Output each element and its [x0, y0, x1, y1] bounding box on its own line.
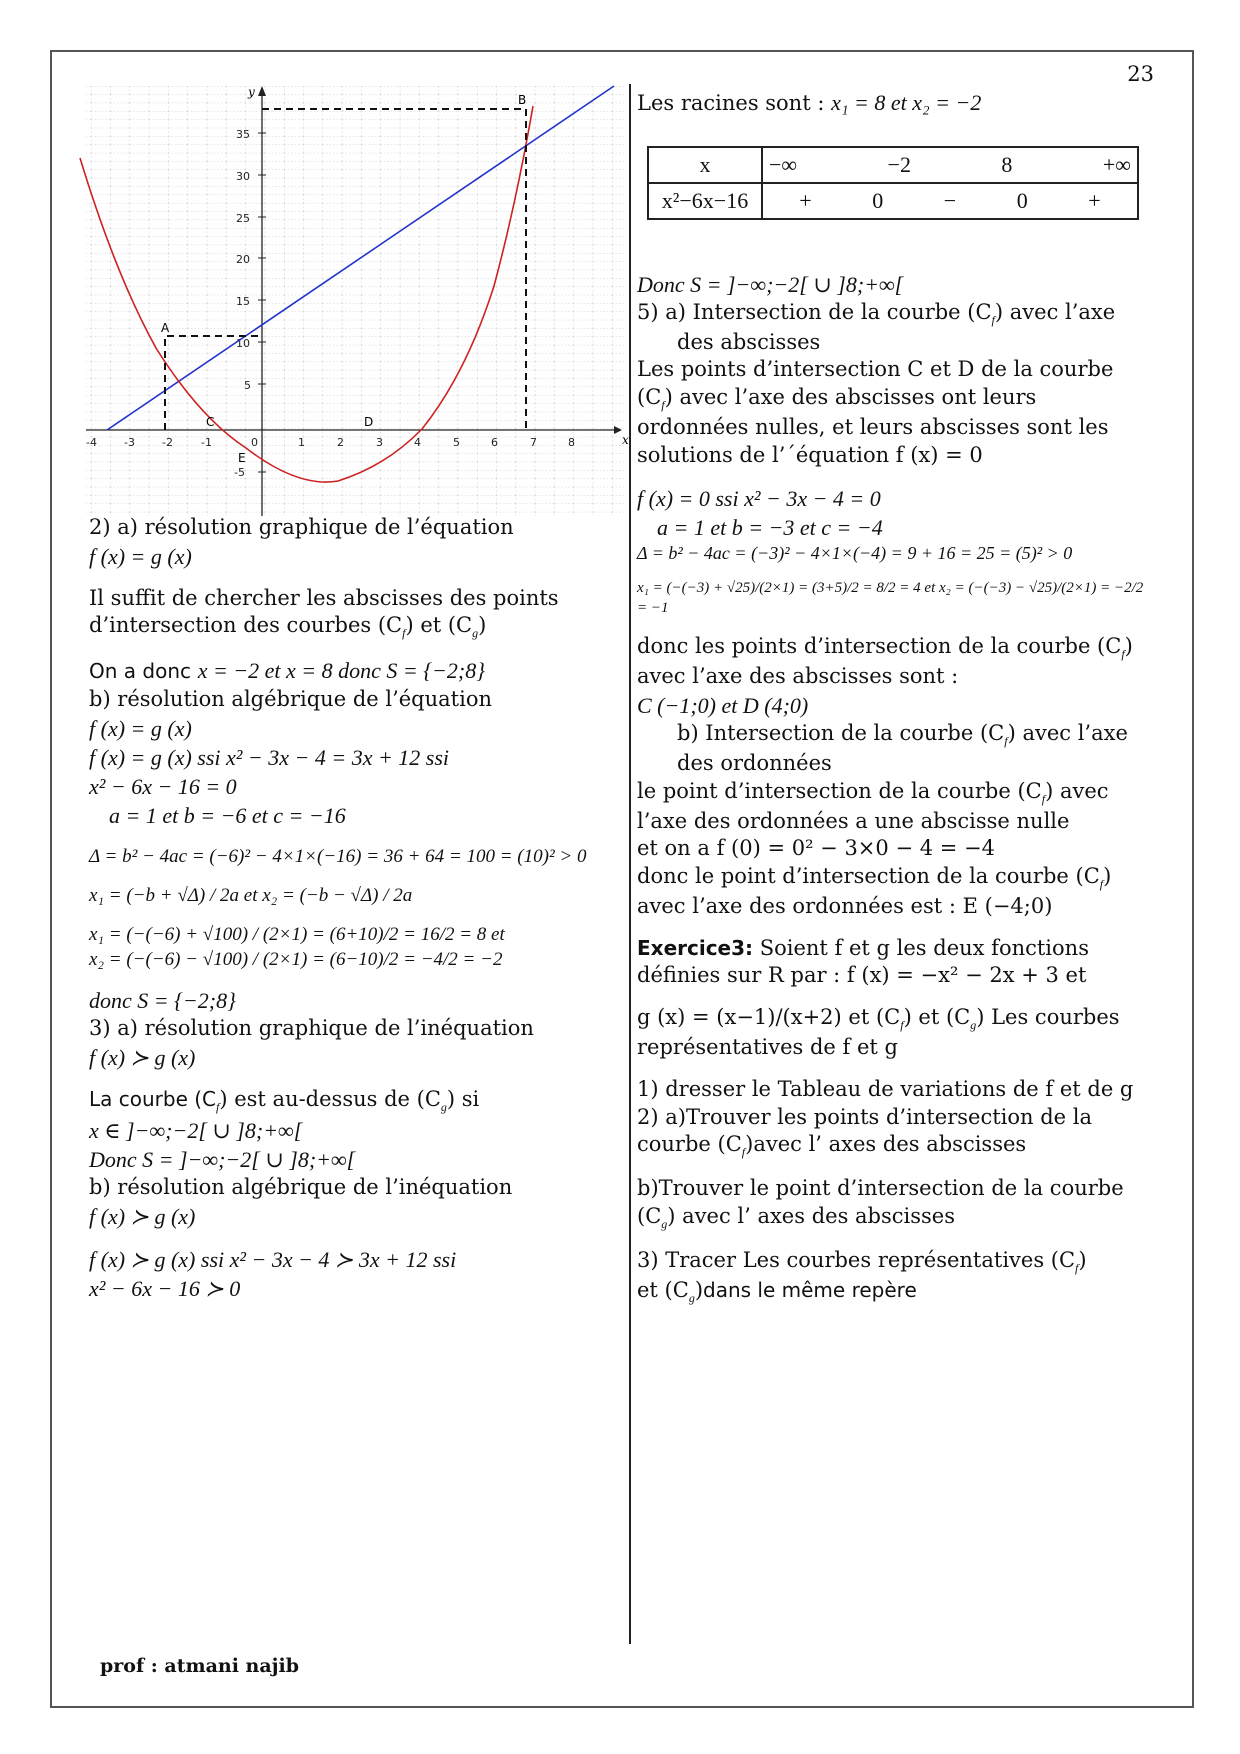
- equation: Donc S = ]−∞;−2[ ∪ ]8;+∞[: [637, 271, 904, 297]
- x-tick: 6: [491, 436, 498, 449]
- y-tick: 35: [236, 128, 250, 141]
- text-line: Les points d’intersection C et D de la courbe: [637, 357, 1114, 382]
- text-line: Il suffit de chercher les abscisses des points: [89, 585, 559, 610]
- text-line: Exercice3: Soient f et g les deux fonctions: [637, 935, 1089, 960]
- text-line: 2) a)Trouver les points d’intersection de la: [637, 1104, 1092, 1129]
- equation: Δ = b² − 4ac = (−6)² − 4×1×(−16) = 36 + 64 = 100 = (10)² > 0: [89, 846, 587, 868]
- x-axis-label: x: [622, 433, 629, 447]
- equation: x² − 6x − 16 = 0: [89, 773, 237, 799]
- text-line: des abscisses: [677, 329, 821, 354]
- text-line: b)Trouver le point d’intersection de la courbe: [637, 1176, 1124, 1201]
- y-axis-label: y: [248, 85, 255, 99]
- text-line: donc les points d’intersection de la courbe $(C_f)$: [637, 634, 1133, 662]
- text-line: le point d’intersection de la courbe $(C_f)$ avec: [637, 778, 1109, 806]
- text-line: b) résolution algébrique de l’équation: [89, 687, 492, 712]
- text-line: des ordonnées: [677, 750, 832, 775]
- sign-table-cell: −∞ −2 8 +∞: [762, 147, 1138, 183]
- column-separator: [629, 84, 631, 1644]
- equation: x₁ = (−(−3) + √25)/(2×1) = (3+5)/2 = 8/2 = 4 et x₂ = (−(−3) − √25)/(2×1) = −2/2 = −1: [637, 580, 1144, 617]
- x-tick: 4: [414, 436, 421, 449]
- equation: x² − 6x − 16 ≻ 0: [89, 1276, 241, 1301]
- text-line: avec l’axe des ordonnées est : E (−4;0): [637, 894, 1053, 919]
- y-tick: 20: [236, 253, 250, 266]
- grid: [86, 86, 626, 516]
- x-tick: 2: [337, 436, 344, 449]
- equation: x ∈ ]−∞;−2[ ∪ ]8;+∞[: [89, 1118, 303, 1144]
- page-number: 23: [1127, 62, 1154, 86]
- point-label: E: [238, 451, 246, 465]
- sign-table-cell: x: [648, 147, 762, 183]
- text-line: g (x) = (x−1)/(x+2) et $(C_f)$ et $(C_g)$ Les courbes: [637, 1005, 1120, 1033]
- y-tick: 15: [236, 295, 250, 308]
- sign-table-cell: + 0 − 0 +: [762, 183, 1138, 219]
- exercise-title: Exercice3:: [637, 935, 754, 960]
- x-tick: 5: [453, 436, 460, 449]
- x-tick: -1: [201, 436, 212, 449]
- equation: Donc S = ]−∞;−2[ ∪ ]8;+∞[: [89, 1147, 356, 1173]
- right-column: [637, 88, 1157, 1307]
- equation: f (x) ≻ g (x) ssi x² − 3x − 4 ≻ 3x + 12 ssi: [89, 1246, 457, 1272]
- x-tick: -2: [162, 436, 173, 449]
- y-tick: 10: [236, 337, 250, 350]
- x-tick: -4: [86, 436, 97, 449]
- text-line: courbe $(C_f)avec$ l’ axes des abscisses: [637, 1132, 1027, 1160]
- x-tick: 7: [530, 436, 537, 449]
- equation: C (−1;0) et D (4;0): [637, 692, 809, 718]
- y-tick: 5: [244, 379, 251, 392]
- equation: f (x) ≻ g (x): [89, 1203, 196, 1229]
- text-line: 5) a) Intersection de la courbe $(C_f)$ avec l’axe: [637, 299, 1116, 327]
- x-tick: 1: [298, 436, 305, 449]
- equation: f (x) = g (x): [89, 543, 192, 569]
- text-line: et on a f (0) = 0² − 3×0 − 4 = −4: [637, 836, 995, 861]
- text-line: représentatives de f et g: [637, 1035, 898, 1060]
- text-line: b) résolution algébrique de l’inéquation: [89, 1175, 513, 1200]
- text-line: On a donc x = −2 et x = 8 donc S = {−2;8}: [89, 658, 486, 684]
- text-line: solutions de l’´équation f (x) = 0: [637, 442, 983, 467]
- equation: x₁ = (−(−6) + √100) / (2×1) = (6+10)/2 = 16/2 = 8 et: [89, 924, 505, 946]
- point-label: B: [518, 93, 527, 107]
- text-line: et $(C_g)dans$ le même repère: [637, 1278, 917, 1306]
- equation: donc S = {−2;8}: [89, 988, 236, 1014]
- equation: Δ = b² − 4ac = (−3)² − 4×1×(−4) = 9 + 16 = 25 = (5)² > 0: [637, 542, 1073, 563]
- sign-table: [647, 146, 1139, 220]
- text-line: donc le point d’intersection de la courbe $(C_f)$: [637, 864, 1112, 892]
- text-line: $(C_g)$ avec l’ axes des abscisses: [637, 1204, 955, 1232]
- graph-figure: [86, 85, 629, 516]
- text-line: 3) Tracer Les courbes représentatives $(C_f)$: [637, 1248, 1087, 1276]
- text-line: avec l’axe des abscisses sont :: [637, 664, 959, 689]
- equation: a = 1 et b = −3 et c = −4: [657, 514, 883, 540]
- footer-author: prof : atmani najib: [100, 1655, 300, 1677]
- text-line: Les racines sont : x₁ = 8 et x₂ = −2: [637, 90, 982, 115]
- text-line: 1) dresser le Tableau de variations de f et de g: [637, 1076, 1134, 1101]
- equation: f (x) = 0 ssi x² − 3x − 4 = 0: [637, 485, 881, 511]
- y-tick: 30: [236, 170, 250, 183]
- text-line: d’intersection des courbes $(C_f)$ et $(C_g)$: [89, 613, 487, 641]
- text-line: ordonnées nulles, et leurs abscisses sont les: [637, 415, 1109, 440]
- text-line: $(C_f)$ avec l’axe des abscisses ont leurs: [637, 385, 1037, 413]
- text-line: 2) a) résolution graphique de l’équation: [89, 515, 514, 539]
- x-tick: -3: [124, 436, 135, 449]
- text-line: l’axe des ordonnées a une abscisse nulle: [637, 808, 1070, 833]
- x-tick: 8: [568, 436, 575, 449]
- equation: a = 1 et b = −6 et c = −16: [109, 803, 346, 829]
- text-line: 3) a) résolution graphique de l’inéquation: [89, 1016, 534, 1041]
- x-tick: 3: [376, 436, 383, 449]
- text-line: La courbe $(C_f)$ est au-dessus de $(C_g)$ si: [89, 1087, 480, 1115]
- equation: f (x) = g (x): [89, 715, 192, 741]
- sign-table-cell: x²−6x−16: [648, 183, 762, 219]
- y-tick: -5: [234, 466, 245, 479]
- y-tick: 25: [236, 212, 250, 225]
- x-tick: 0: [251, 436, 258, 449]
- equation: f (x) = g (x) ssi x² − 3x − 4 = 3x + 12 ssi: [89, 744, 450, 770]
- point-label: D: [364, 415, 374, 429]
- point-label: A: [161, 321, 170, 335]
- equation: f (x) ≻ g (x): [89, 1045, 196, 1071]
- text-line: b) Intersection de la courbe $(C_f)$ avec l’axe: [677, 720, 1128, 749]
- left-column: [89, 514, 619, 1303]
- text-line: définies sur R par : f (x) = −x² − 2x + 3 et: [637, 963, 1087, 988]
- point-label: C: [206, 415, 215, 429]
- equation: x₁ = (−b + √Δ) / 2a et x₂ = (−b − √Δ) / 2a: [89, 885, 413, 907]
- equation: x₂ = (−(−6) − √100) / (2×1) = (6−10)/2 = −4/2 = −2: [89, 949, 503, 971]
